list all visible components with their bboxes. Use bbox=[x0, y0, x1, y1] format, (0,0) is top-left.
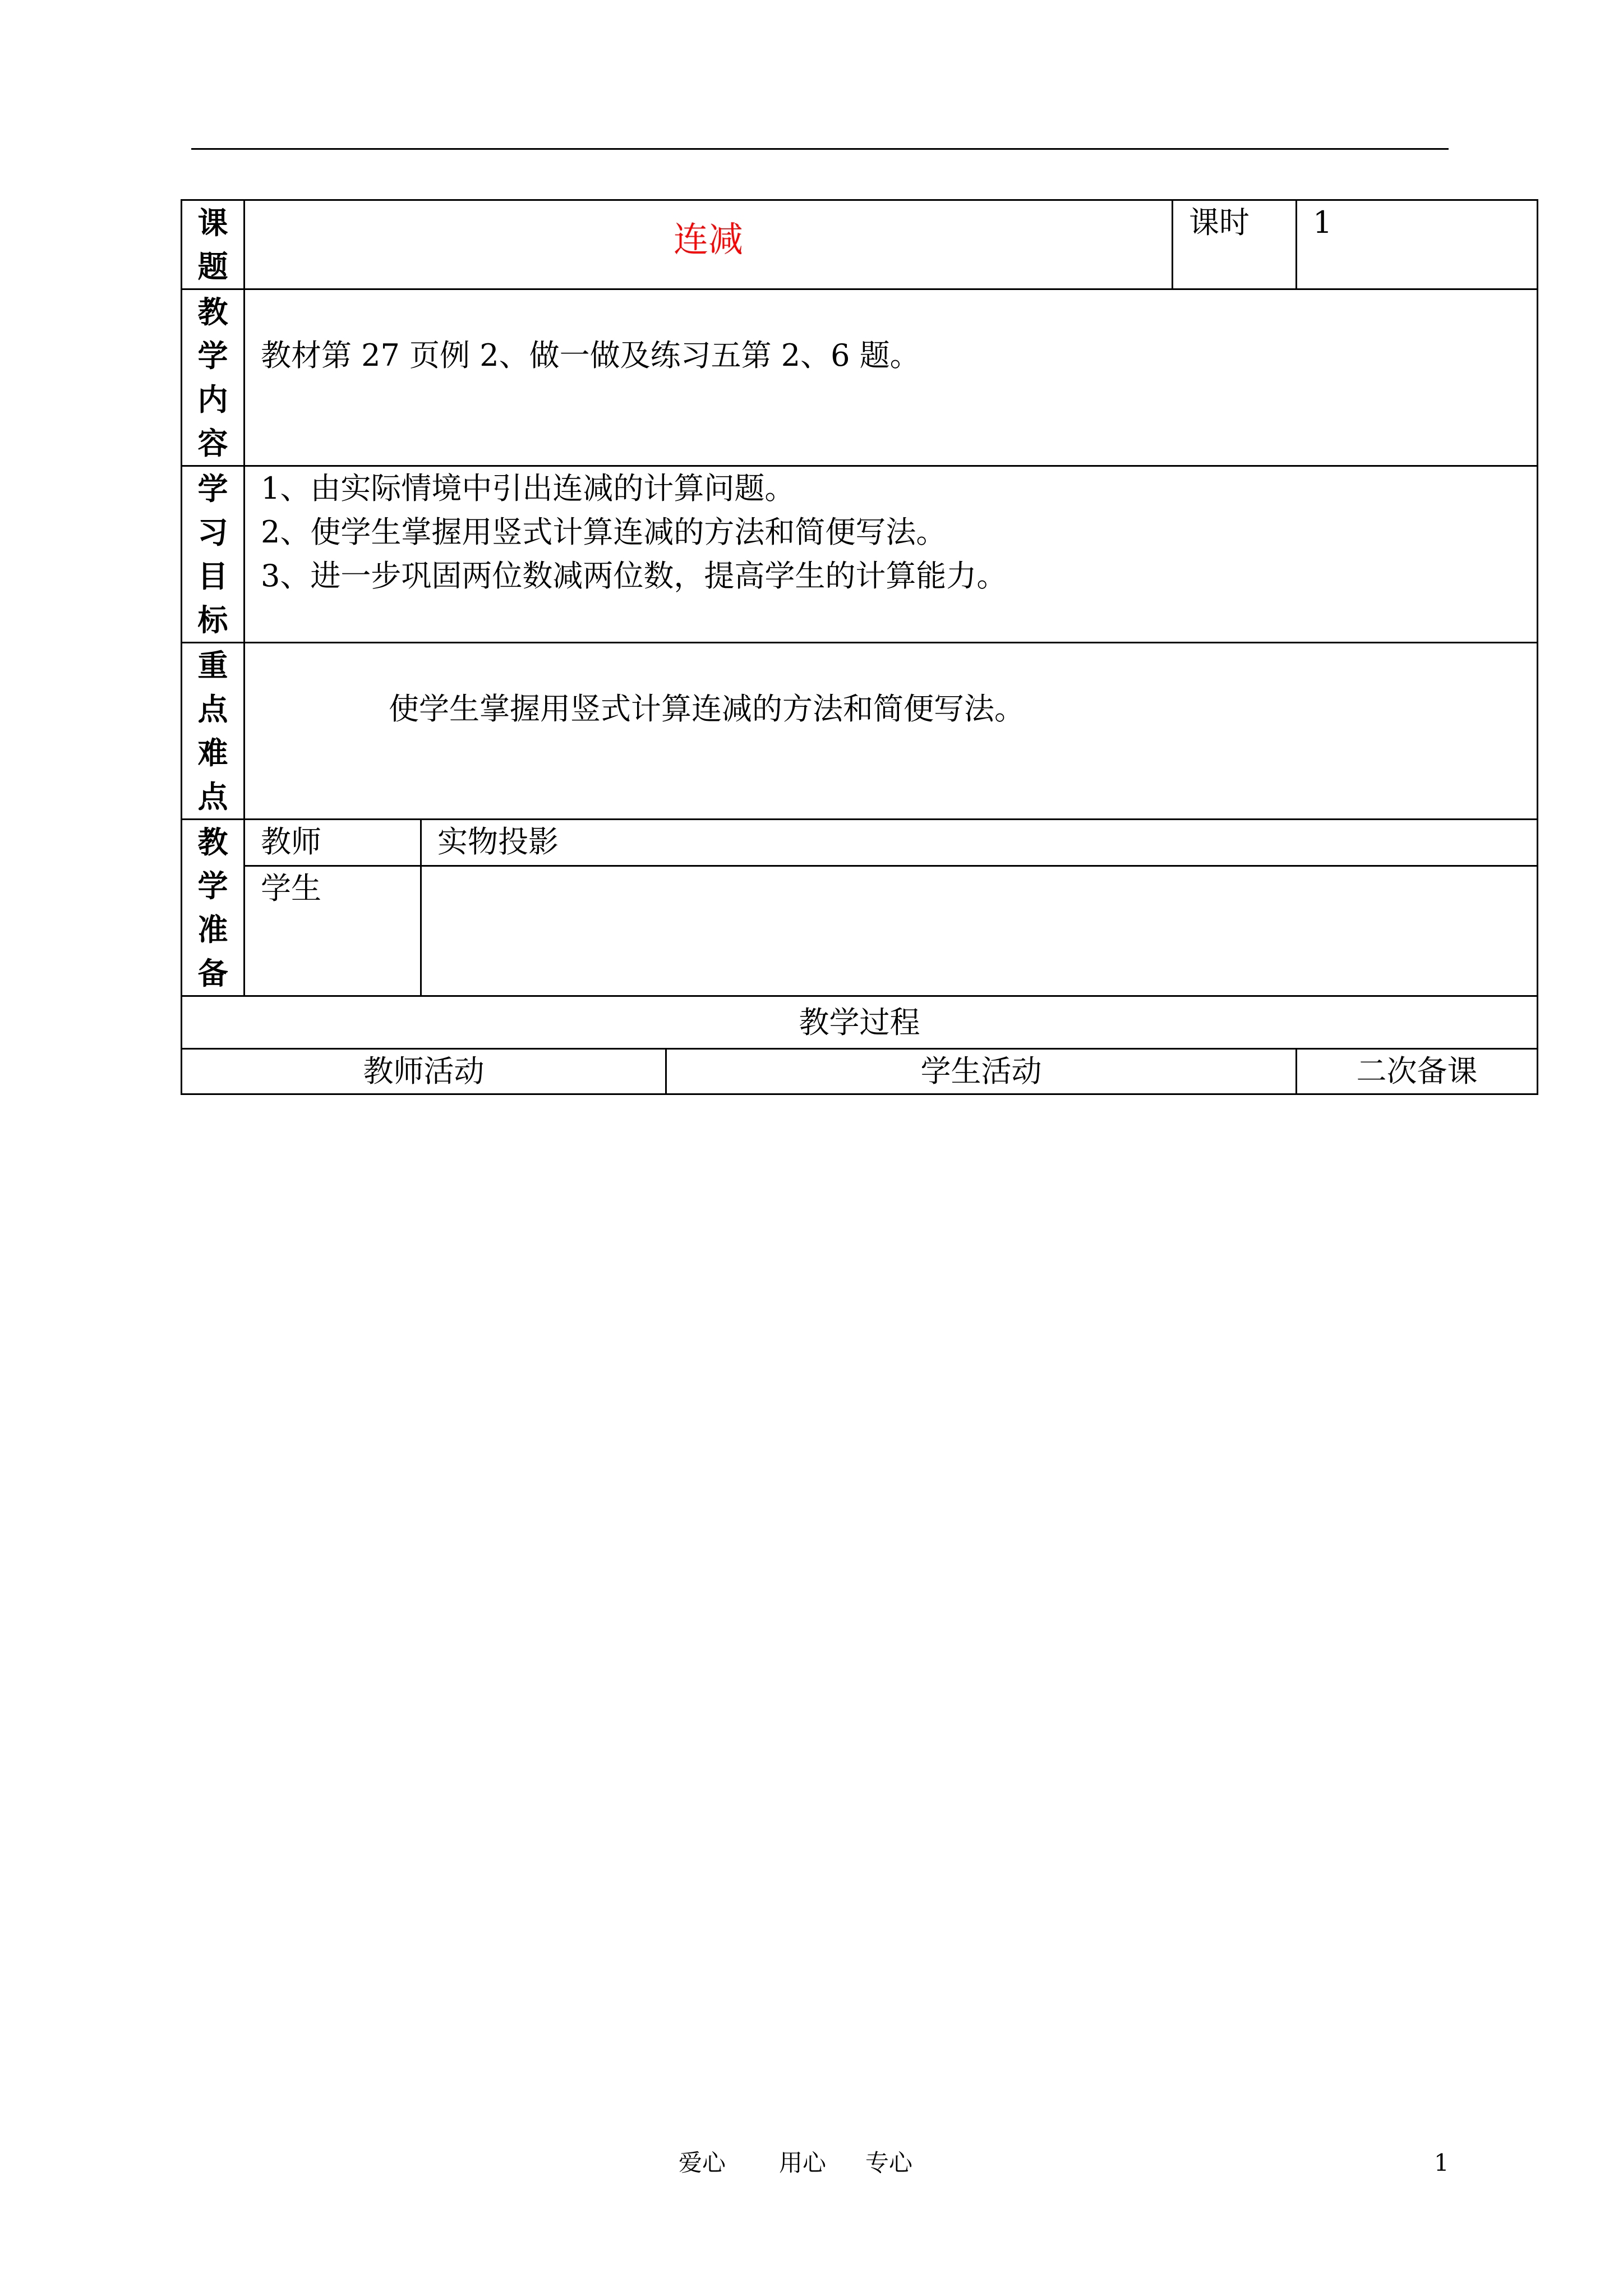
keypoints-label bbox=[182, 643, 245, 820]
column-teacher-activity: 教师活动 bbox=[182, 1049, 666, 1094]
topic-label-text: 课 题 bbox=[197, 205, 228, 284]
activity-header-row bbox=[182, 1049, 1538, 1094]
topic-label bbox=[182, 200, 245, 289]
content-label-text: 教 学 内 容 bbox=[197, 294, 228, 461]
process-heading: 教学过程 bbox=[182, 996, 1538, 1049]
objectives-list bbox=[245, 466, 1538, 643]
topic-row bbox=[182, 200, 1538, 289]
footer-motto-1: 爱心 bbox=[679, 2149, 726, 2177]
objective-item: 2、使学生掌握用竖式计算连减的方法和简便写法。 bbox=[261, 514, 947, 550]
prep-label-text: 教 学 准 备 bbox=[197, 824, 228, 991]
column-student-activity: 学生活动 bbox=[666, 1049, 1297, 1094]
objective-item: 3、进一步巩固两位数减两位数，提高学生的计算能力。 bbox=[261, 558, 1007, 593]
column-second-prep: 二次备课 bbox=[1297, 1049, 1538, 1094]
content-text: 教材第 27 页例 2、做一做及练习五第 2、6 题。 bbox=[245, 289, 1538, 466]
prep-teacher-label: 教师 bbox=[245, 820, 421, 866]
lesson-plan-table bbox=[181, 199, 1538, 1095]
prep-teacher-row bbox=[182, 820, 1538, 866]
keypoints-text: 使学生掌握用竖式计算连减的方法和简便写法。 bbox=[245, 643, 1538, 820]
footer-motto-2: 用心 bbox=[779, 2149, 827, 2177]
objective-item: 1、由实际情境中引出连减的计算问题。 bbox=[261, 471, 795, 506]
prep-student-value bbox=[421, 866, 1538, 996]
process-row bbox=[182, 996, 1538, 1049]
footer-motto-3: 专心 bbox=[865, 2149, 913, 2177]
keypoints-row bbox=[182, 643, 1538, 820]
objectives-label-text: 学 习 目 标 bbox=[197, 471, 228, 638]
keypoints-label-text: 重 点 难 点 bbox=[197, 647, 228, 815]
period-label: 课时 bbox=[1173, 200, 1297, 289]
prep-student-row bbox=[182, 866, 1538, 996]
content-label bbox=[182, 289, 245, 466]
period-value: 1 bbox=[1297, 200, 1538, 289]
prep-teacher-value: 实物投影 bbox=[421, 820, 1538, 866]
objectives-row bbox=[182, 466, 1538, 643]
page-number: 1 bbox=[1434, 2149, 1449, 2177]
topic-title: 连减 bbox=[245, 200, 1173, 289]
header-rule bbox=[191, 148, 1449, 150]
content-row bbox=[182, 289, 1538, 466]
objectives-label bbox=[182, 466, 245, 643]
prep-label bbox=[182, 820, 245, 996]
prep-student-label: 学生 bbox=[245, 866, 421, 996]
